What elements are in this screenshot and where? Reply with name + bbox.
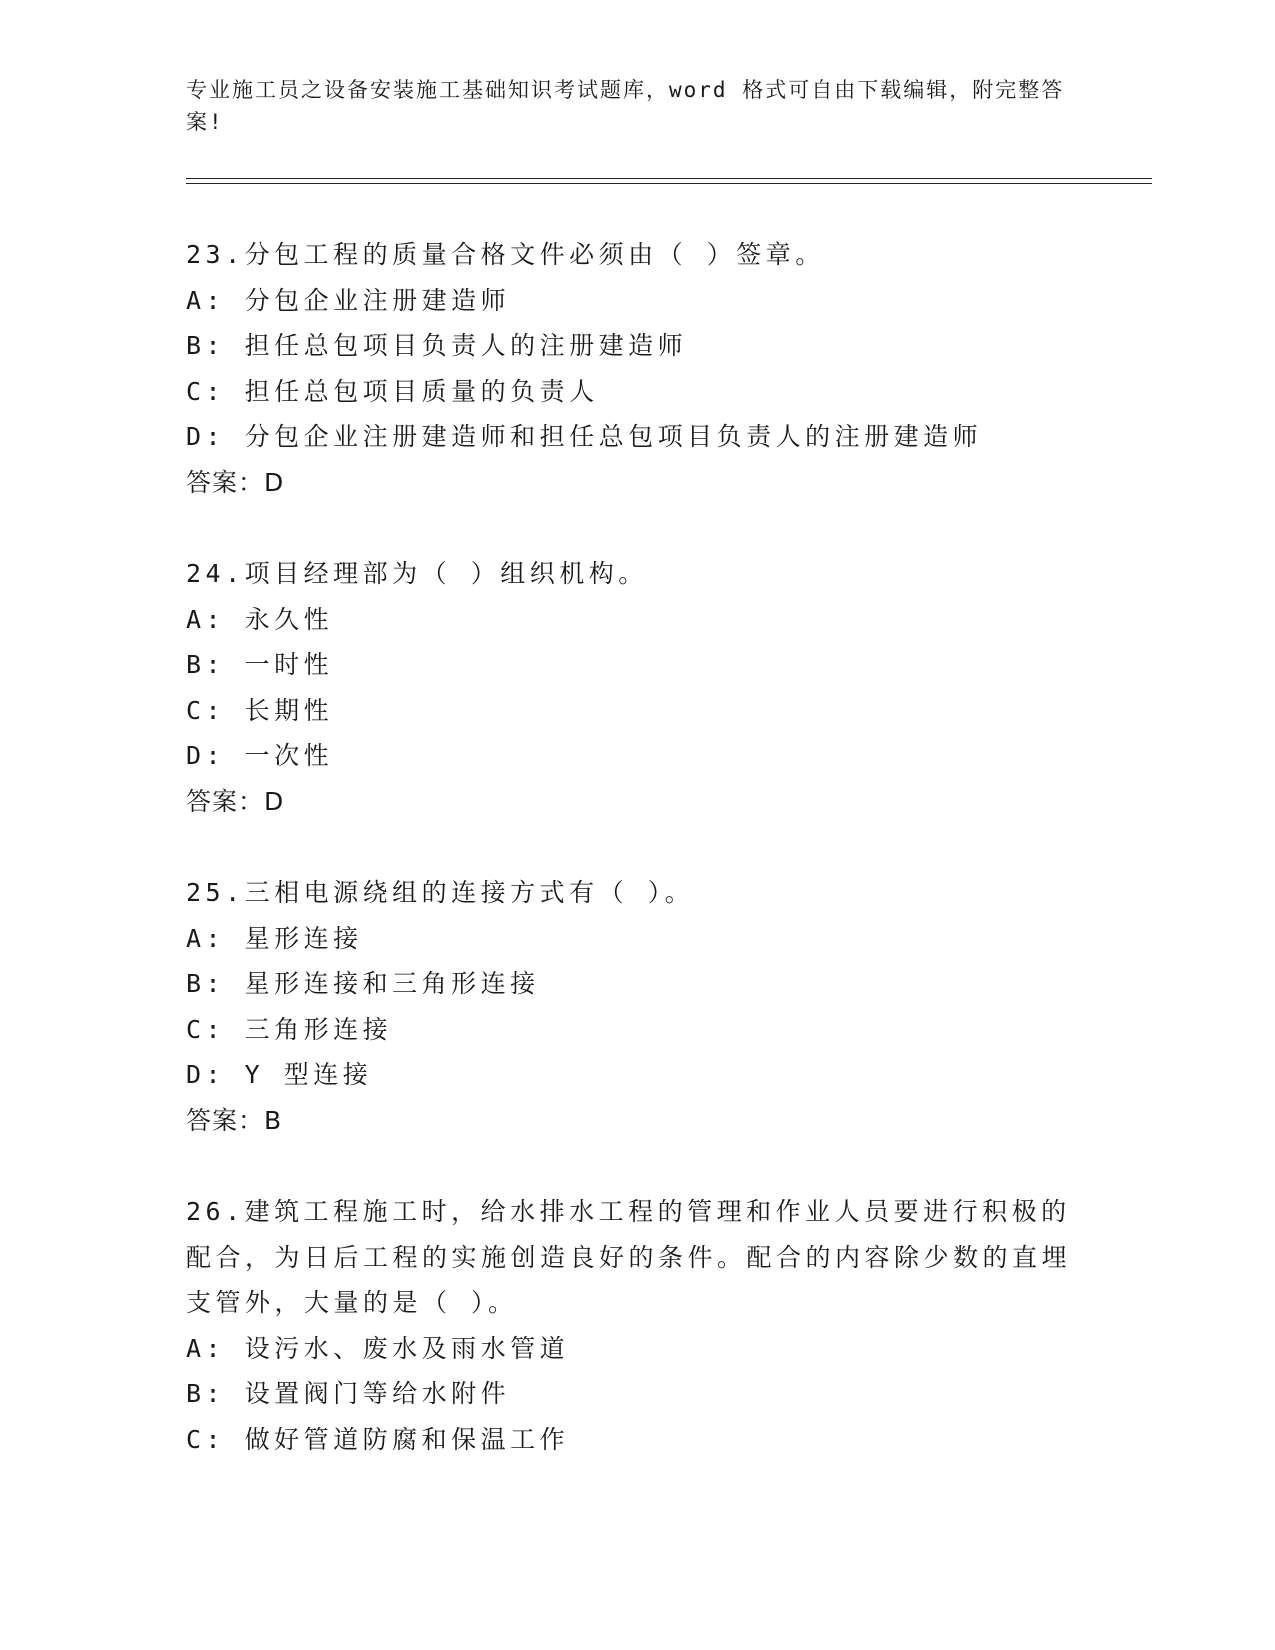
- option-a: A: 星形连接: [186, 923, 363, 953]
- option-c: C: 长期性: [186, 695, 334, 725]
- option-d: D: Y 型连接: [186, 1060, 373, 1089]
- header-divider-bottom: [186, 183, 1152, 184]
- question-text: 26.建筑工程施工时，给水排水工程的管理和作业人员要进行积极的配合，为日后工程的实施创造良好的条件。配合的内容除少数的直埋支管外，大量的是（ ）。: [186, 1197, 1072, 1317]
- question-text: 23.分包工程的质量合格文件必须由（ ）签章。: [186, 240, 825, 269]
- question-24: [186, 551, 1086, 824]
- question-23: [186, 232, 1086, 505]
- option-d: D: 分包企业注册建造师和担任总包项目负责人的注册建造师: [186, 422, 983, 451]
- option-a: A: 永久性: [186, 604, 334, 634]
- question-25: [186, 870, 1086, 1143]
- document-header: 专业施工员之设备安装施工基础知识考试题库，word 格式可自由下载编辑，附完整答案!: [186, 78, 1065, 134]
- option-c: C: 三角形连接: [186, 1014, 393, 1044]
- option-a: A: 分包企业注册建造师: [186, 285, 511, 315]
- option-a: A: 设污水、废水及雨水管道: [186, 1333, 570, 1363]
- answer-text: 答案：B: [186, 1105, 283, 1135]
- answer-text: 答案：D: [186, 786, 285, 816]
- option-b: B: 一时性: [186, 650, 334, 679]
- header-divider-top: [186, 178, 1152, 179]
- question-26: [186, 1189, 1086, 1462]
- option-b: B: 星形连接和三角形连接: [186, 969, 540, 998]
- question-text: 25.三相电源绕组的连接方式有（ ）。: [186, 878, 695, 907]
- option-b: B: 设置阀门等给水附件: [186, 1379, 511, 1408]
- option-b: B: 担任总包项目负责人的注册建造师: [186, 331, 688, 360]
- option-d: D: 一次性: [186, 741, 334, 770]
- option-c: C: 担任总包项目质量的负责人: [186, 376, 599, 406]
- option-c: C: 做好管道防腐和保温工作: [186, 1424, 570, 1454]
- question-text: 24.项目经理部为（ ）组织机构。: [186, 559, 648, 588]
- answer-text: 答案：D: [186, 467, 285, 497]
- question-list: [186, 232, 1086, 1508]
